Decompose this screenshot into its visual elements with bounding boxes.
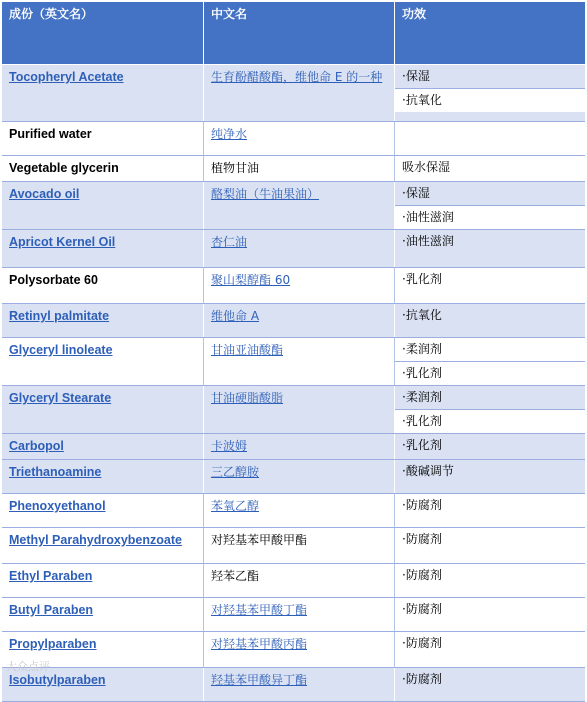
table-row <box>2 632 585 668</box>
ingredient-english-name[interactable]: Glyceryl linoleate <box>9 343 113 357</box>
effect-item: ·保湿 <box>402 69 430 83</box>
ingredient-english-name[interactable]: Phenoxyethanol <box>9 499 106 513</box>
effect-item: ·乳化剂 <box>395 409 585 433</box>
ingredient-chinese-name[interactable]: 维他命 A <box>211 309 260 323</box>
ingredient-english-name: Polysorbate 60 <box>9 273 98 287</box>
ingredient-chinese-name: 对羟基苯甲酸甲酯 <box>211 533 308 547</box>
ingredient-english-name[interactable]: Tocopheryl Acetate <box>9 70 124 84</box>
ingredient-chinese-name[interactable]: 酪梨油（牛油果油） <box>211 187 320 201</box>
ingredient-english-name[interactable]: Glyceryl Stearate <box>9 391 112 405</box>
table-row <box>2 338 585 386</box>
table-row <box>2 598 585 632</box>
ingredient-english-name: Purified water <box>9 127 92 141</box>
ingredient-english-name[interactable]: Butyl Paraben <box>9 603 94 617</box>
ingredient-english-name[interactable]: Ethyl Paraben <box>9 569 93 583</box>
effect-item <box>395 122 585 126</box>
header-ingredient-en: 成份（英文名） <box>2 2 204 64</box>
ingredient-table <box>2 2 585 702</box>
effect-item: ·抗氧化 <box>395 88 585 112</box>
table-row <box>2 304 585 338</box>
effect-item: ·乳化剂 <box>402 438 442 452</box>
ingredient-english-name[interactable]: Propylparaben <box>9 637 97 651</box>
table-row <box>2 268 585 304</box>
effect-item: ·乳化剂 <box>402 272 442 286</box>
table-row <box>2 156 585 182</box>
ingredient-english-name[interactable]: Isobutylparaben <box>9 673 106 687</box>
table-row <box>2 65 585 122</box>
table-row <box>2 460 585 494</box>
table-row <box>2 122 585 156</box>
ingredient-english-name[interactable]: Apricot Kernel Oil <box>9 235 116 249</box>
ingredient-chinese-name[interactable]: 生育酚醋酸酯，维他命 E 的一种 <box>211 70 383 84</box>
header-ingredient-cn: 中文名 <box>204 2 395 64</box>
effect-item: ·酸碱调节 <box>402 464 454 478</box>
ingredient-chinese-name[interactable]: 聚山梨醇酯 60 <box>211 273 291 287</box>
ingredient-chinese-name[interactable]: 纯净水 <box>211 127 248 141</box>
ingredient-english-name[interactable]: Triethanoamine <box>9 465 102 479</box>
ingredient-english-name[interactable]: Avocado oil <box>9 187 80 201</box>
ingredient-chinese-name[interactable]: 对羟基苯甲酸丙酯 <box>211 637 308 651</box>
ingredient-chinese-name[interactable]: 甘油亚油酸酯 <box>211 343 284 357</box>
ingredient-chinese-name[interactable]: 羟基苯甲酸异丁酯 <box>211 673 308 687</box>
effect-item: ·保湿 <box>402 186 430 200</box>
ingredient-english-name[interactable]: Retinyl palmitate <box>9 309 110 323</box>
ingredient-english-name: Vegetable glycerin <box>9 161 119 175</box>
effect-item: ·柔润剂 <box>402 342 442 356</box>
effect-item: ·防腐剂 <box>402 672 442 686</box>
ingredient-chinese-name[interactable]: 三乙醇胺 <box>211 465 260 479</box>
table-row <box>2 434 585 460</box>
table-row <box>2 386 585 434</box>
effect-item: ·柔润剂 <box>402 390 442 404</box>
effect-item: ·防腐剂 <box>402 532 442 546</box>
ingredient-chinese-name: 羟苯乙酯 <box>211 569 260 583</box>
effect-item: ·防腐剂 <box>402 636 442 650</box>
ingredient-chinese-name[interactable]: 杏仁油 <box>211 235 248 249</box>
ingredient-chinese-name[interactable]: 苯氧乙醇 <box>211 499 260 513</box>
ingredient-chinese-name[interactable]: 卡波姆 <box>211 439 248 453</box>
table-row <box>2 564 585 598</box>
effect-item: ·抗氧化 <box>402 308 442 322</box>
watermark: 大众点评 <box>6 660 50 673</box>
effect-item: ·油性滋润 <box>402 234 454 248</box>
effect-item: ·防腐剂 <box>402 602 442 616</box>
table-row <box>2 182 585 230</box>
effect-item: ·油性滋润 <box>395 205 585 229</box>
ingredient-english-name[interactable]: Carbopol <box>9 439 64 453</box>
effect-item: ·乳化剂 <box>395 361 585 385</box>
header-effect: 功效 <box>402 7 427 21</box>
ingredient-chinese-name[interactable]: 甘油硬脂酸脂 <box>211 391 284 405</box>
table-row <box>2 528 585 564</box>
table-row <box>2 668 585 702</box>
table-header <box>2 2 585 65</box>
ingredient-english-name[interactable]: Methyl Parahydroxybenzoate <box>9 533 182 547</box>
table-row <box>2 494 585 528</box>
effect-item: ·防腐剂 <box>402 568 442 582</box>
ingredient-chinese-name: 植物甘油 <box>211 161 260 175</box>
table-row <box>2 230 585 268</box>
ingredient-chinese-name[interactable]: 对羟基苯甲酸丁酯 <box>211 603 308 617</box>
effect-item: 吸水保湿 <box>402 160 451 174</box>
effect-item: ·防腐剂 <box>402 498 442 512</box>
